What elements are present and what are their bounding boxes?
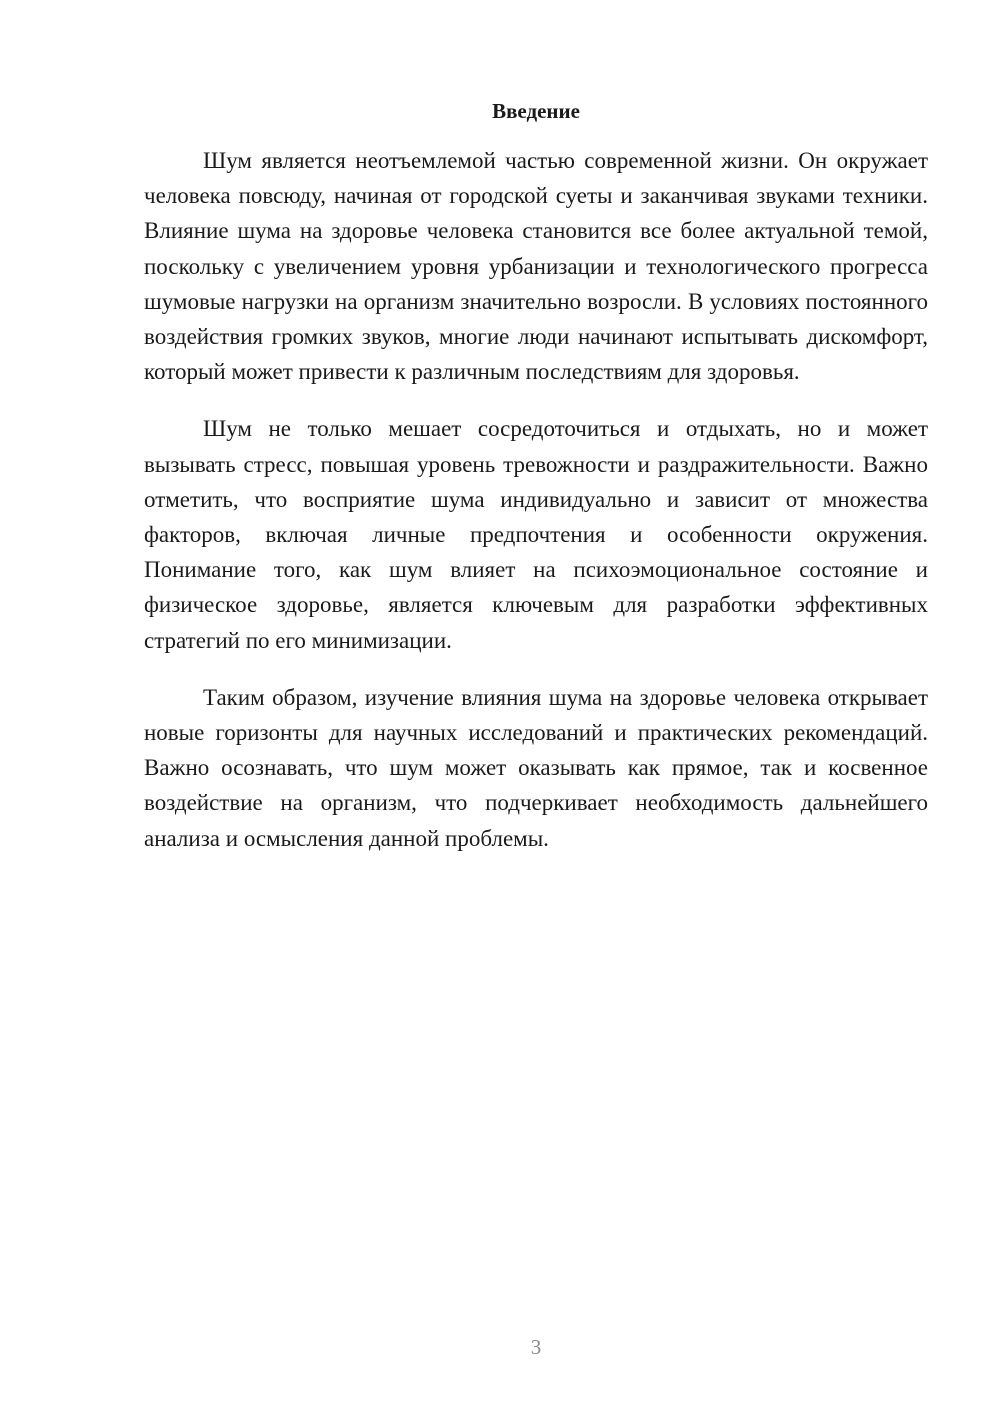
body-text	[144, 143, 928, 878]
paragraph-3: Таким образом, изучение влияния шума на здоровье человека открывает новые горизонты для научных исследований и практических рекомендаций. Важно осознавать, что шум может оказывать как прямое, так и косвенное воздействие на организм, что подчеркивает необходимость дальнейшего анализа и осмысления данной проблемы.	[144, 684, 928, 851]
paragraph-1: Шум является неотъемлемой частью современной жизни. Он окружает человека повсюду, начиная от городской суеты и заканчивая звуками техники. Влияние шума на здоровье человека становится все более актуальной темой, поскольку с увеличением уровня урбанизации и технологического прогресса шумовые нагрузки на организм значительно возросли. В условиях постоянного воздействия громких звуков, многие люди начинают испытывать дискомфорт, который может привести к различным последствиям для здоровья.	[144, 148, 928, 385]
paragraph-2: Шум не только мешает сосредоточиться и отдыхать, но и может вызывать стресс, повышая уровень тревожности и раздражительности. Важно отметить, что восприятие шума индивидуально и зависит от множества факторов, включая личные предпочтения и особенности окружения. Понимание того, как шум влияет на психоэмоциональное состояние и физическое здоровье, является ключевым для разработки эффективных стратегий по его минимизации.	[144, 416, 928, 653]
section-title: Введение	[492, 99, 580, 123]
page-number: 3	[530, 1335, 542, 1359]
